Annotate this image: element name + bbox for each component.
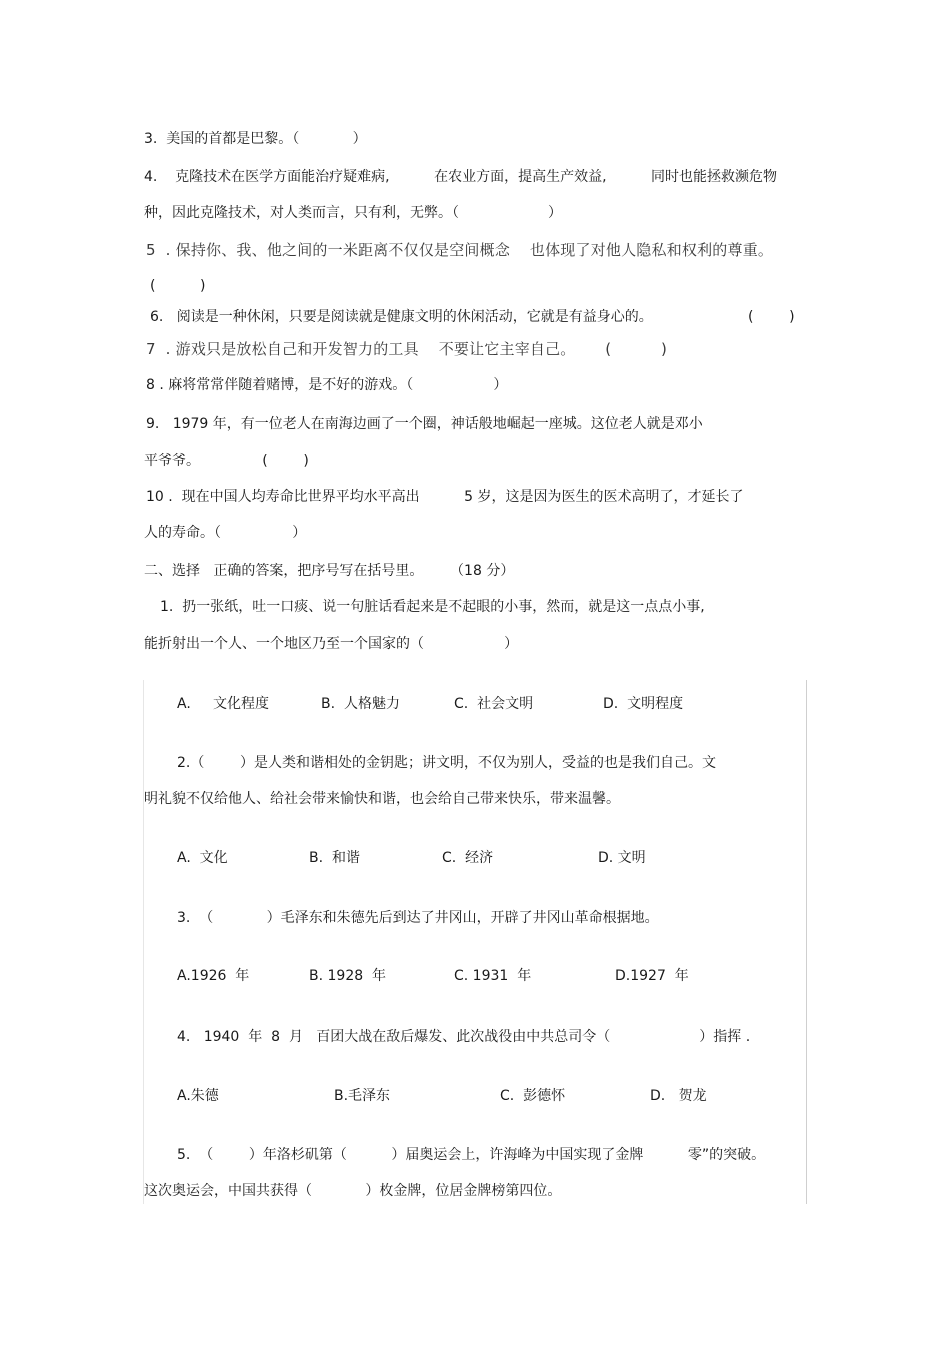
choice-question-3: 3. （ ）毛泽东和朱德先后到达了井冈山，开辟了井冈山革命根据地。: [177, 910, 659, 926]
choice-q2-option-a: A. 文化: [177, 850, 228, 866]
choice-section-title: 二、选择 正确的答案，把序号写在括号里。 （18 分）: [144, 563, 515, 579]
judge-question-9-line-2: 平爷爷。 ( ): [144, 453, 309, 469]
choice-q1-option-b: B. 人格魅力: [321, 696, 400, 712]
choice-question-1-line-1: 1. 扔一张纸，吐一口痰、说一句脏话看起来是不起眼的小事，然而，就是这一点点小事,: [160, 599, 705, 615]
choice-question-5-line-1: 5. （ ）年洛杉矶第（ ）届奥运会上，许海峰为中国实现了金牌 零”的突破。: [177, 1147, 766, 1163]
judge-question-4-line-2: 种，因此克隆技术，对人类而言，只有利，无弊。（ ）: [144, 205, 563, 221]
judge-question-5-line-2: ( ): [150, 278, 206, 294]
choice-q3-option-b: B. 1928 年: [309, 968, 387, 984]
choice-q1-option-d: D. 文明程度: [603, 696, 684, 712]
choice-q2-option-b: B. 和谐: [309, 850, 360, 866]
judge-question-9-line-1: 9. 1979 年，有一位老人在南海边画了一个圈，神话般地崛起一座城。这位老人就是邓小: [146, 416, 703, 432]
choice-q4-option-d: D. 贺龙: [650, 1088, 707, 1104]
choice-q2-option-d: D. 文明: [598, 850, 646, 866]
judge-question-5-line-1: 5 . 保持你、我、他之间的一米距离不仅仅是空间概念 也体现了对他人隐私和权利的尊重。: [146, 241, 774, 259]
choice-q3-option-a: A.1926 年: [177, 968, 250, 984]
choice-q1-option-a: A. 文化程度: [177, 696, 270, 712]
choice-question-4: 4. 1940 年 8 月 百团大战在敌后爆发、此次战役由中共总司令（ ）指挥 .: [177, 1029, 751, 1045]
choice-q4-option-c: C. 彭德怀: [500, 1088, 566, 1104]
judge-question-3: 3. 美国的首都是巴黎。（ ）: [144, 131, 367, 147]
judge-question-7: 7 . 游戏只是放松自己和开发智力的工具 不要让它主宰自己。 ( ): [146, 340, 668, 358]
choice-q4-option-a: A.朱德: [177, 1088, 219, 1104]
judge-question-6-answer-paren: ( ): [748, 309, 795, 325]
judge-question-8: 8 . 麻将常常伴随着赌博，是不好的游戏。（ ）: [146, 377, 508, 393]
judge-question-6: 6. 阅读是一种休闲，只要是阅读就是健康文明的休闲活动，它就是有益身心的。: [150, 309, 653, 325]
choice-q3-option-d: D.1927 年: [615, 968, 689, 984]
choice-question-5-line-2: 这次奥运会，中国共获得（ ）枚金牌，位居金牌榜第四位。: [144, 1183, 562, 1199]
judge-question-10-line-2: 人的寿命。（ ）: [144, 525, 307, 541]
choice-question-2-line-1: 2.（ ）是人类和谐相处的金钥匙；讲文明，不仅为别人，受益的也是我们自己。文: [177, 755, 716, 771]
choice-question-1-line-2: 能折射出一个人、一个地区乃至一个国家的（ ）: [144, 636, 519, 652]
choice-q3-option-c: C. 1931 年: [454, 968, 532, 984]
choice-q4-option-b: B.毛泽东: [334, 1088, 391, 1104]
choice-q2-option-c: C. 经济: [442, 850, 494, 866]
judge-question-4-line-1: 4. 克隆技术在医学方面能治疗疑难病, 在农业方面，提高生产效益, 同时也能拯救濒危物: [144, 169, 778, 185]
choice-q1-option-c: C. 社会文明: [454, 696, 534, 712]
choice-question-2-line-2: 明礼貌不仅给他人、给社会带来愉快和谐，也会给自己带来快乐，带来温馨。: [144, 791, 620, 807]
judge-question-10-line-1: 10 . 现在中国人均寿命比世界平均水平高出 5 岁，这是因为医生的医术高明了，才延长了: [146, 489, 744, 505]
